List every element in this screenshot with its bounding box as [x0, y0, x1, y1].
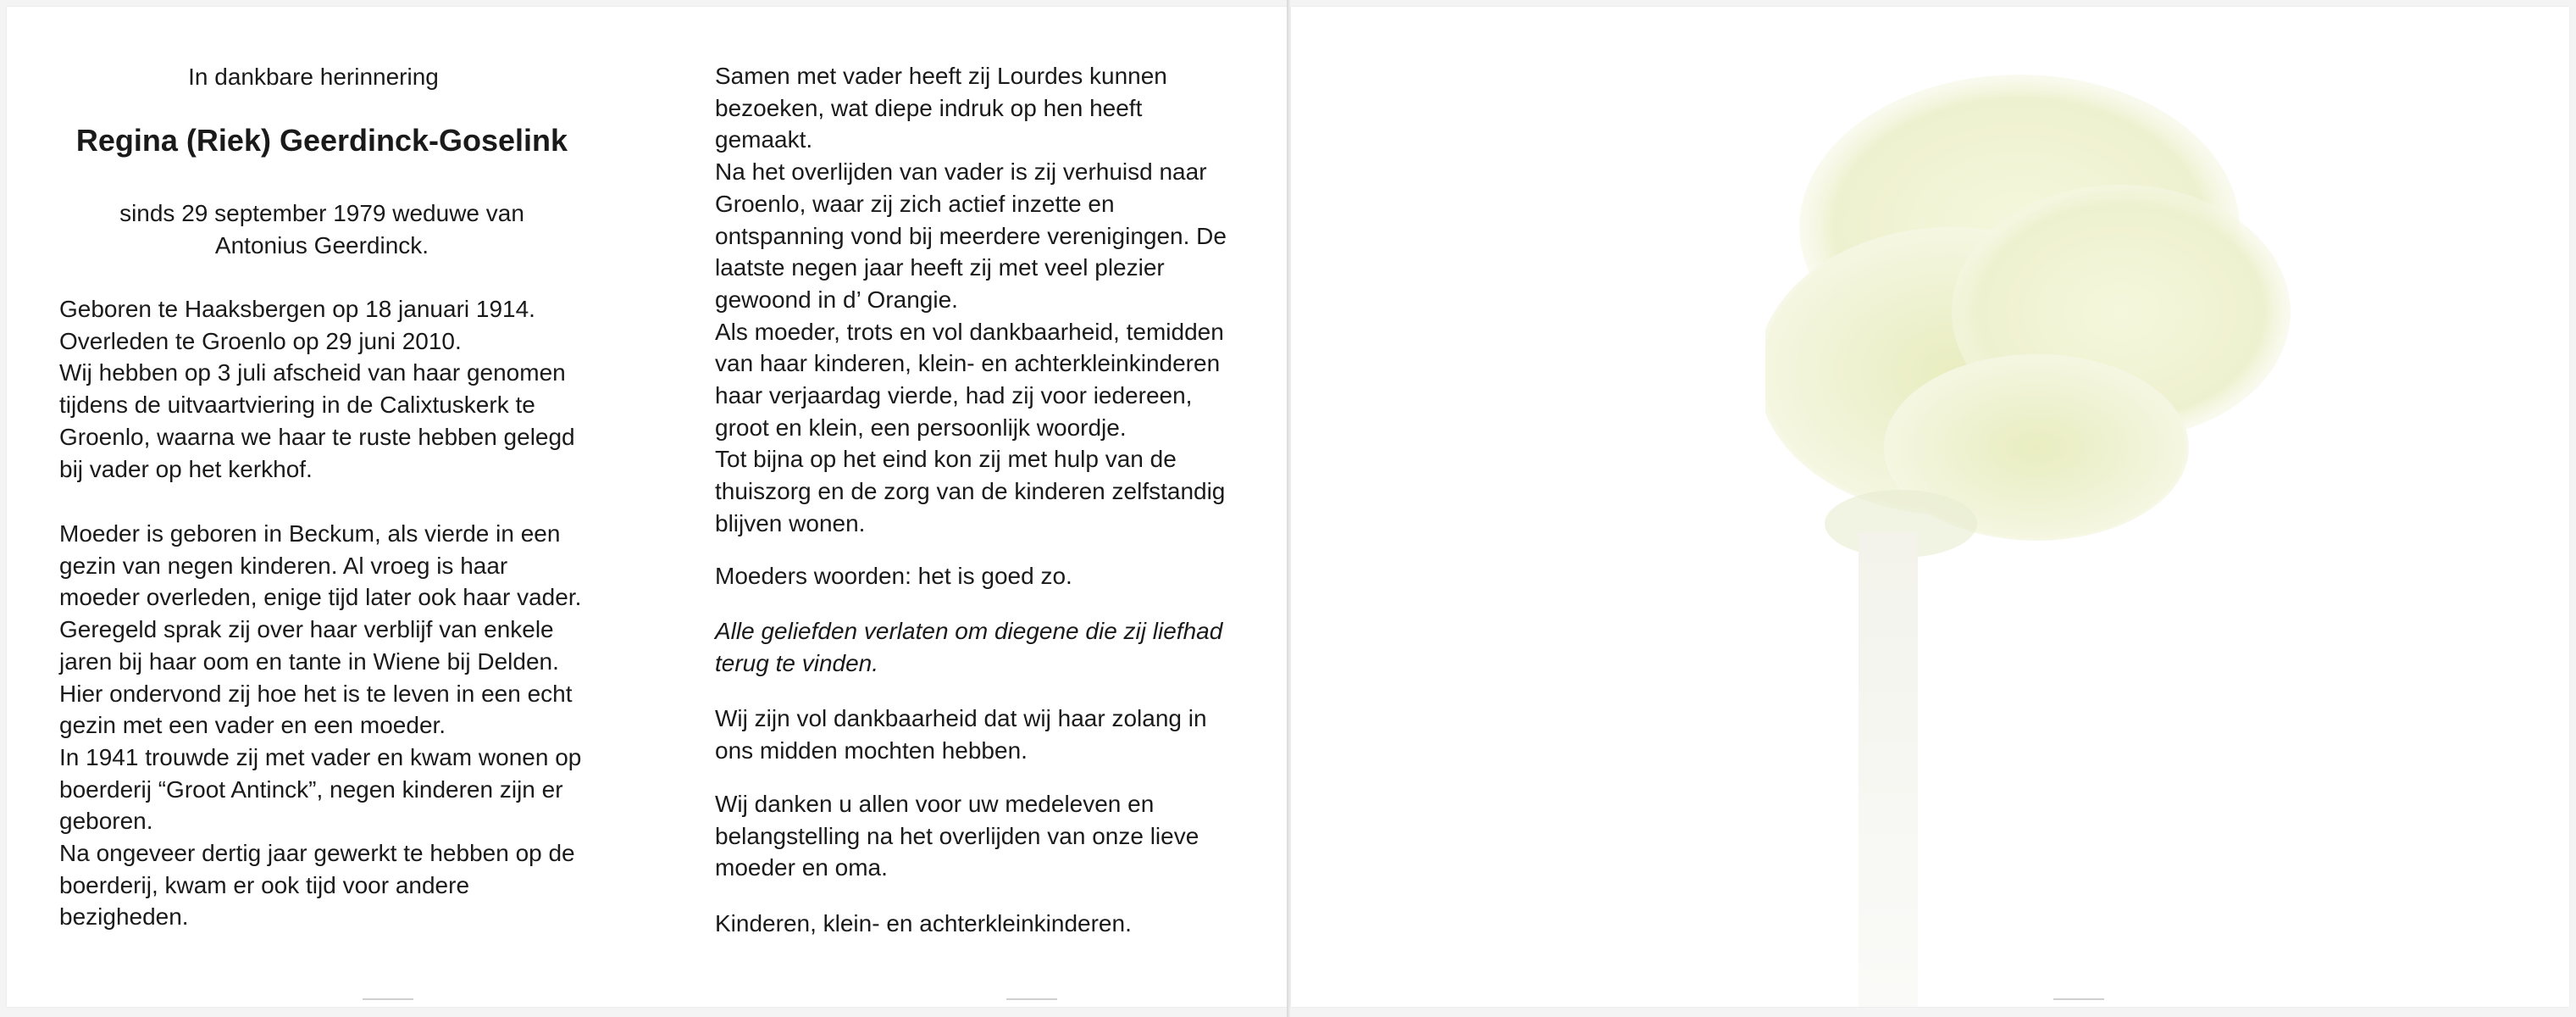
- text-line: bezigheden.: [59, 903, 189, 931]
- text-line: Overleden te Groenlo op 29 juni 2010.: [59, 327, 462, 354]
- text-line: groot en klein, een persoonlijk woordje.: [715, 414, 1127, 441]
- text-line: blijven wonen.: [715, 509, 866, 536]
- mothers-words: [715, 560, 1257, 592]
- text-line: Samen met vader heeft zij Lourdes kunnen: [715, 63, 1167, 89]
- text-line: Wij zijn vol dankbaarheid dat wij haar zolang in: [715, 705, 1207, 731]
- quote-paragraph: [715, 615, 1257, 679]
- text-line: Hier ondervond zij hoe het is te leven in een echt: [59, 680, 573, 707]
- text-line: ontspanning vond bij meerdere verenigingen. De: [715, 222, 1227, 249]
- signature-line: [715, 908, 1257, 940]
- text-line: jaren bij haar oom en tante in Wiene bij Delden.: [59, 647, 559, 675]
- text-line: terug te vinden.: [715, 649, 879, 676]
- text-line: gemaakt.: [715, 126, 813, 153]
- text-line: boerderij “Groot Antinck”, negen kinderen zijn er: [59, 775, 563, 803]
- text-line: gezin van negen kinderen. Al vroeg is haar: [59, 552, 508, 579]
- memorial-card-inside: [7, 7, 1289, 1007]
- text-line: Na het overlijden van vader is zij verhuisd naar: [715, 158, 1207, 186]
- text-line: Groenlo, waar zij zich actief inzette en: [715, 190, 1115, 217]
- text-line: laatste negen jaar heeft zij met veel plezier: [715, 254, 1165, 281]
- text-line: van haar kinderen, klein- en achterkleinkinderen: [715, 350, 1221, 377]
- text-line: bij vader op het kerkhof.: [59, 455, 313, 482]
- birth-death-paragraph: [59, 293, 601, 485]
- intro-text: In dankbare herinnering: [188, 64, 439, 90]
- later-life-paragraph: [715, 60, 1257, 540]
- memorial-card-image-panel: [1291, 7, 2569, 1007]
- text-line: In 1941 trouwde zij met vader en kwam wonen op: [59, 743, 582, 770]
- thanks-paragraph: [715, 788, 1257, 884]
- text-line: Moeder is geboren in Beckum, als vierde in een: [59, 520, 561, 547]
- text-line: ons midden mochten hebben.: [715, 736, 1028, 764]
- text-line: Tot bijna op het eind kon zij met hulp van de: [715, 446, 1177, 473]
- gratitude-paragraph: [715, 703, 1257, 766]
- text-line: moeder en oma.: [715, 854, 888, 881]
- bottom-mark: [363, 998, 413, 1000]
- text-line: Groenlo, waarna we haar te ruste hebben gelegd: [59, 423, 575, 450]
- text-line: belangstelling na het overlijden van onze lieve: [715, 822, 1199, 849]
- text-line: Als moeder, trots en vol dankbaarheid, temidden: [715, 318, 1224, 345]
- text-line: haar verjaardag vierde, had zij voor iedereen,: [715, 382, 1193, 409]
- text-line: Geregeld sprak zij over haar verblijf van enkele: [59, 616, 554, 643]
- text-line: thuiszorg en de zorg van de kinderen zelfstandig: [715, 478, 1226, 505]
- text-line: Wij danken u allen voor uw medeleven en: [715, 791, 1155, 817]
- text-line: geboren.: [59, 808, 153, 835]
- text-line: Moeders woorden: het is goed zo.: [715, 563, 1072, 589]
- widow-statement: [59, 197, 584, 261]
- text-line: boerderij, kwam er ook tijd voor andere: [59, 871, 470, 898]
- text-line: Na ongeveer dertig jaar gewerkt te hebben op de: [59, 840, 575, 867]
- text-line: moeder overleden, enige tijd later ook haar vader.: [59, 584, 582, 611]
- text-line: tijdens de uitvaartviering in de Calixtuskerk te: [59, 392, 535, 419]
- text-line: Wij hebben op 3 juli afscheid van haar genomen: [59, 359, 566, 386]
- widow-line: sinds 29 september 1979 weduwe van: [119, 200, 524, 226]
- bottom-mark: [1006, 998, 1057, 1000]
- text-line: bezoeken, wat diepe indruk op hen heeft: [715, 94, 1143, 121]
- flower-icon: [1765, 7, 2528, 1007]
- widow-line: Antonius Geerdinck.: [214, 231, 429, 258]
- text-line: Kinderen, klein- en achterkleinkinderen.: [715, 910, 1132, 936]
- life-story-paragraph: [59, 518, 601, 933]
- text-line: Geboren te Haaksbergen op 18 januari 1914.: [59, 296, 535, 322]
- text-line: gewoond in d’ Orangie.: [715, 286, 958, 313]
- text-line: gezin met een vader en een moeder.: [59, 712, 446, 739]
- deceased-name: Regina (Riek) Geerdinck-Goselink: [75, 123, 568, 158]
- bottom-mark: [2053, 998, 2104, 1000]
- text-line: Alle geliefden verlaten om diegene die zij liefhad: [715, 618, 1223, 644]
- card-fold: [1287, 0, 1290, 1017]
